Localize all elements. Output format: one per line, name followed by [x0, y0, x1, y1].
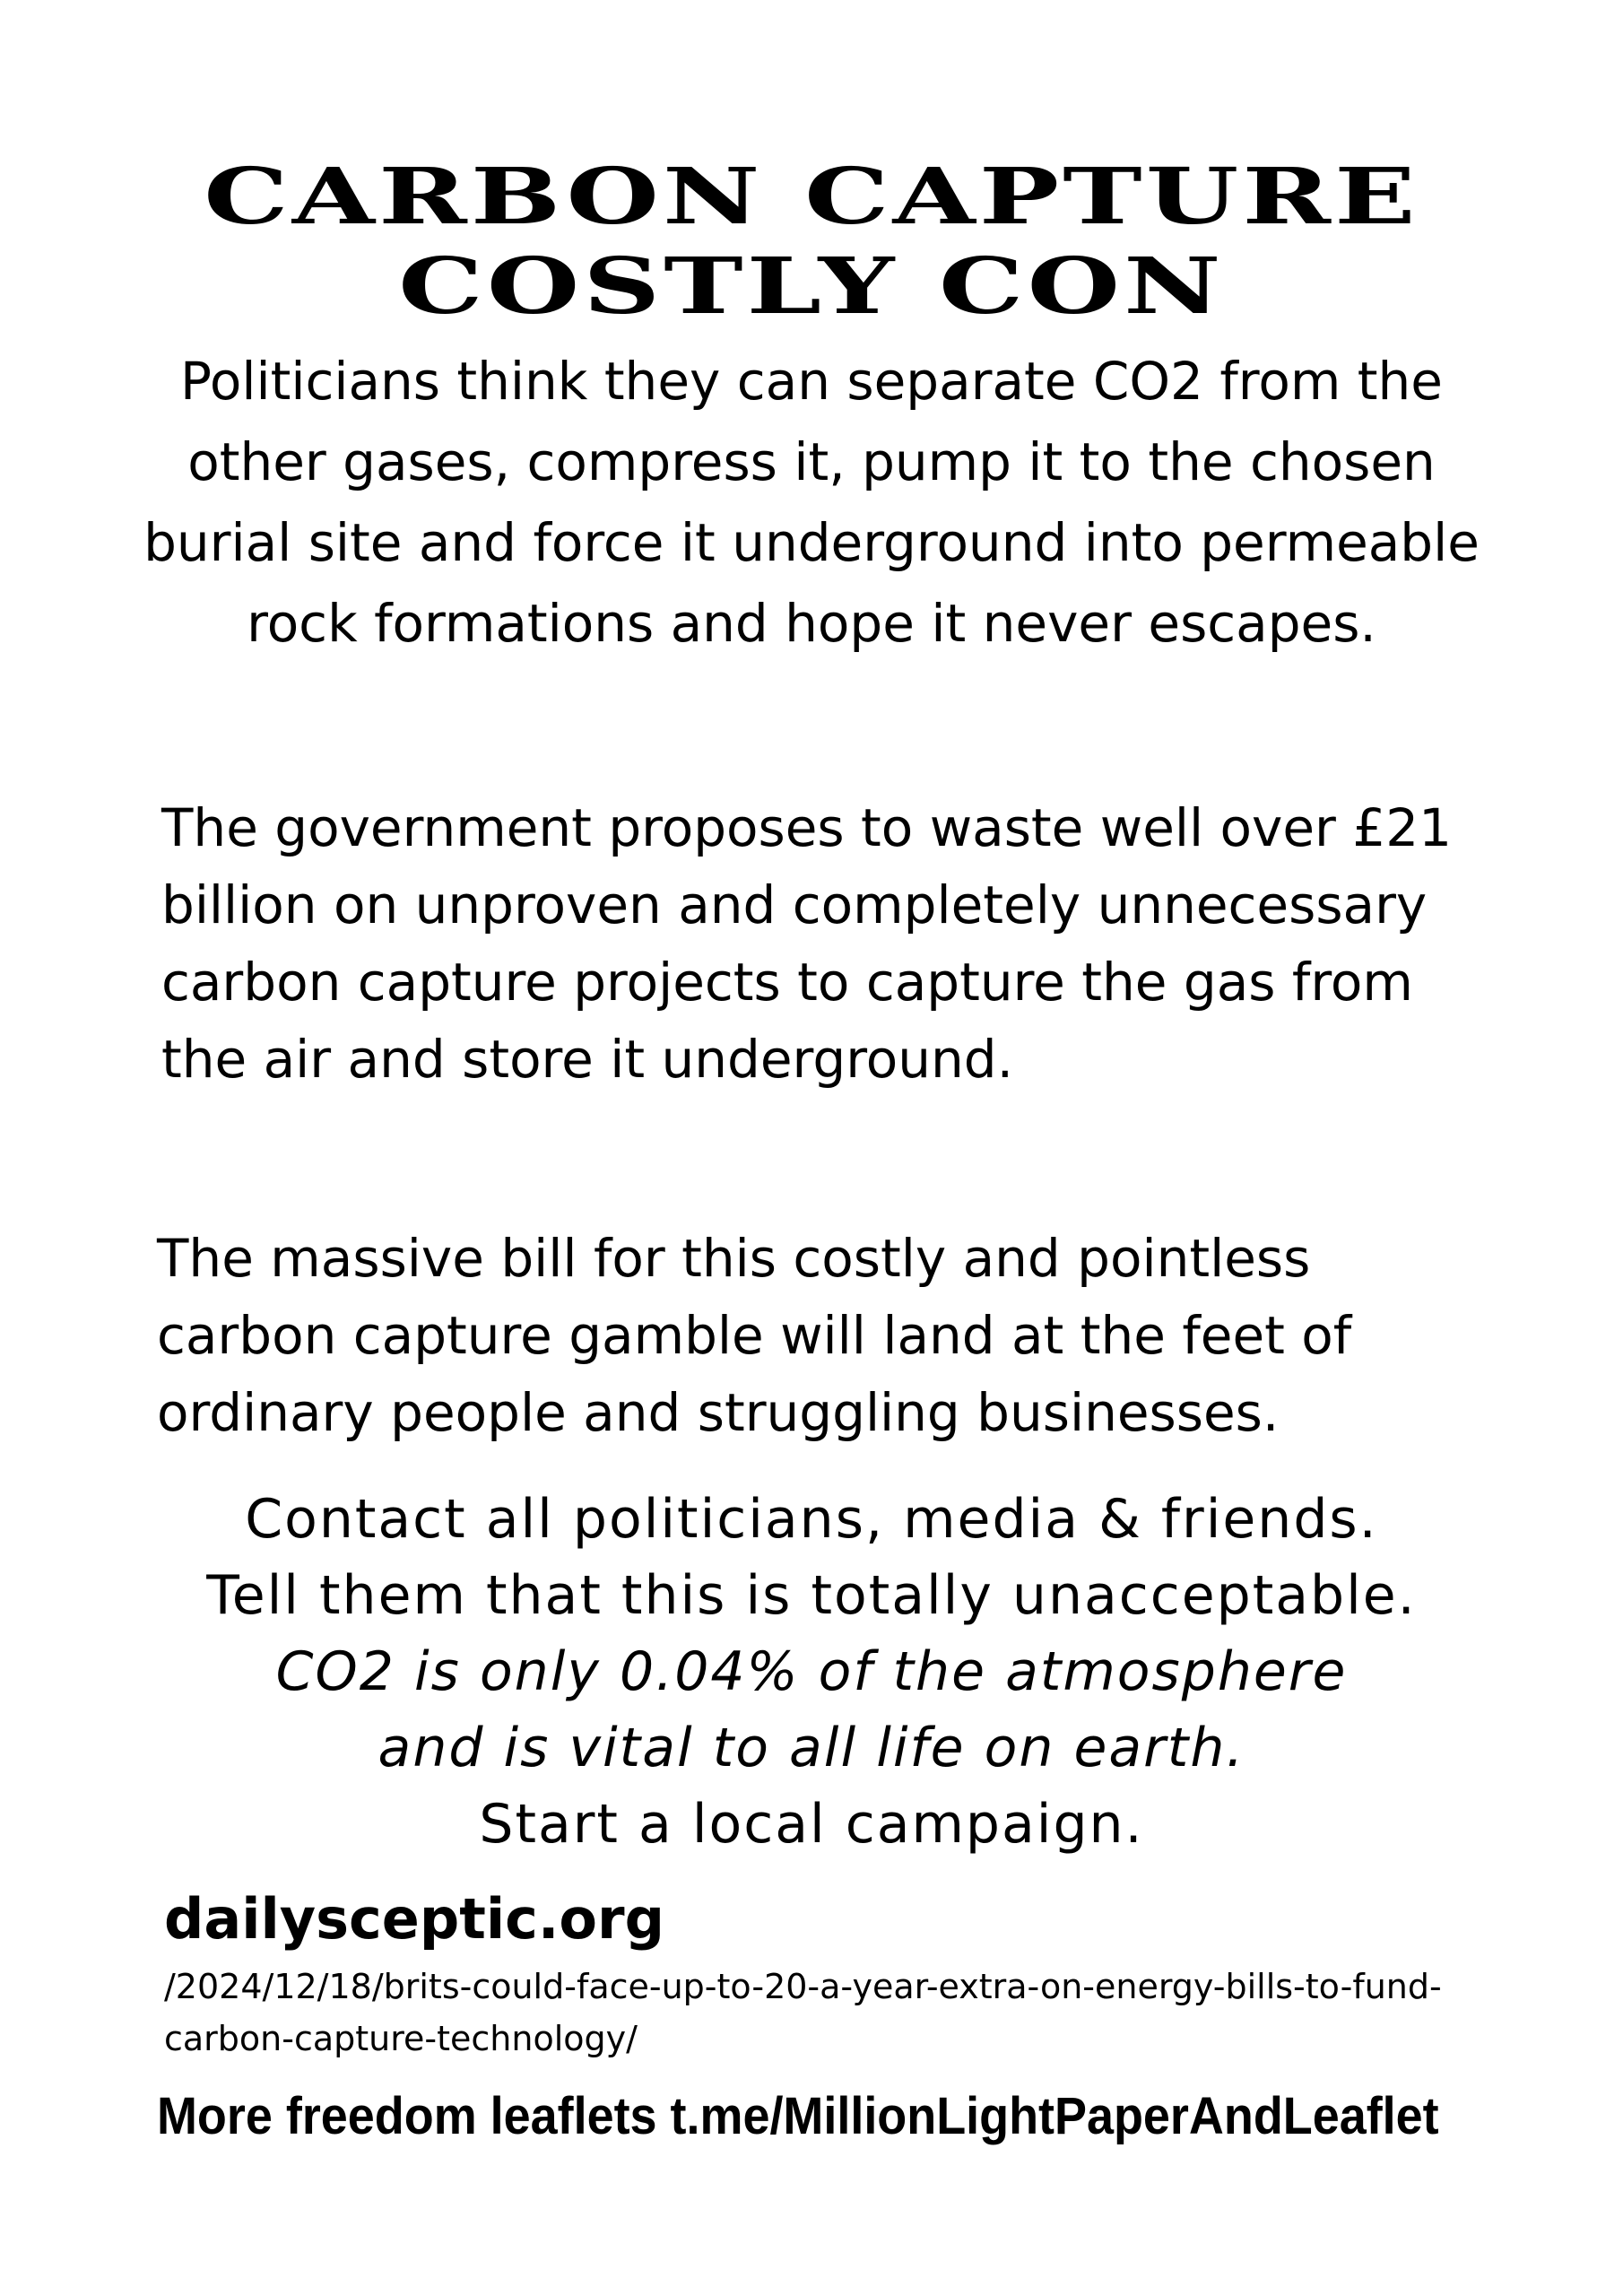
title-line-1: CARBON CAPTURE [204, 152, 1419, 242]
bill-paragraph: The massive bill for this costly and pointless carbon capture gamble will land at the feet of ordinary people and struggling businesses. [157, 1228, 1352, 1443]
leaflet-title [0, 152, 1623, 332]
government-paragraph: The government proposes to waste well over £21 billion on unproven and completely unnecessary carbon capture projects to capture the gas from the air and store it underground. [161, 797, 1453, 1090]
call-to-action [117, 1482, 1506, 1863]
source-reference [164, 1883, 1509, 2065]
call-line-4: and is vital to all life on earth. [378, 1717, 1245, 1779]
title-line-2: COSTLY CON [398, 241, 1225, 332]
intro-paragraph: Politicians think they can separate CO2 from the other gases, compress it, pump it to the chosen burial site and force it underground into permeable rock formations and hope it never escapes. [143, 351, 1480, 654]
footer-leaflets-link: More freedom leaflets t.me/MillionLightPaperAndLeaflet [157, 2087, 1439, 2145]
call-line-3: CO2 is only 0.04% of the atmosphere [275, 1640, 1348, 1703]
call-line-2: Tell them that this is totally unacceptable. [206, 1564, 1417, 1627]
call-line-5: Start a local campaign. [479, 1793, 1144, 1856]
source-path: /2024/12/18/brits-could-face-up-to-20-a-year-extra-on-energy-bills-to-fund-carbon-capture-technology/ [164, 1967, 1442, 2058]
call-line-1: Contact all politicians, media & friends. [245, 1488, 1378, 1551]
source-domain: dailysceptic.org [164, 1886, 664, 1952]
